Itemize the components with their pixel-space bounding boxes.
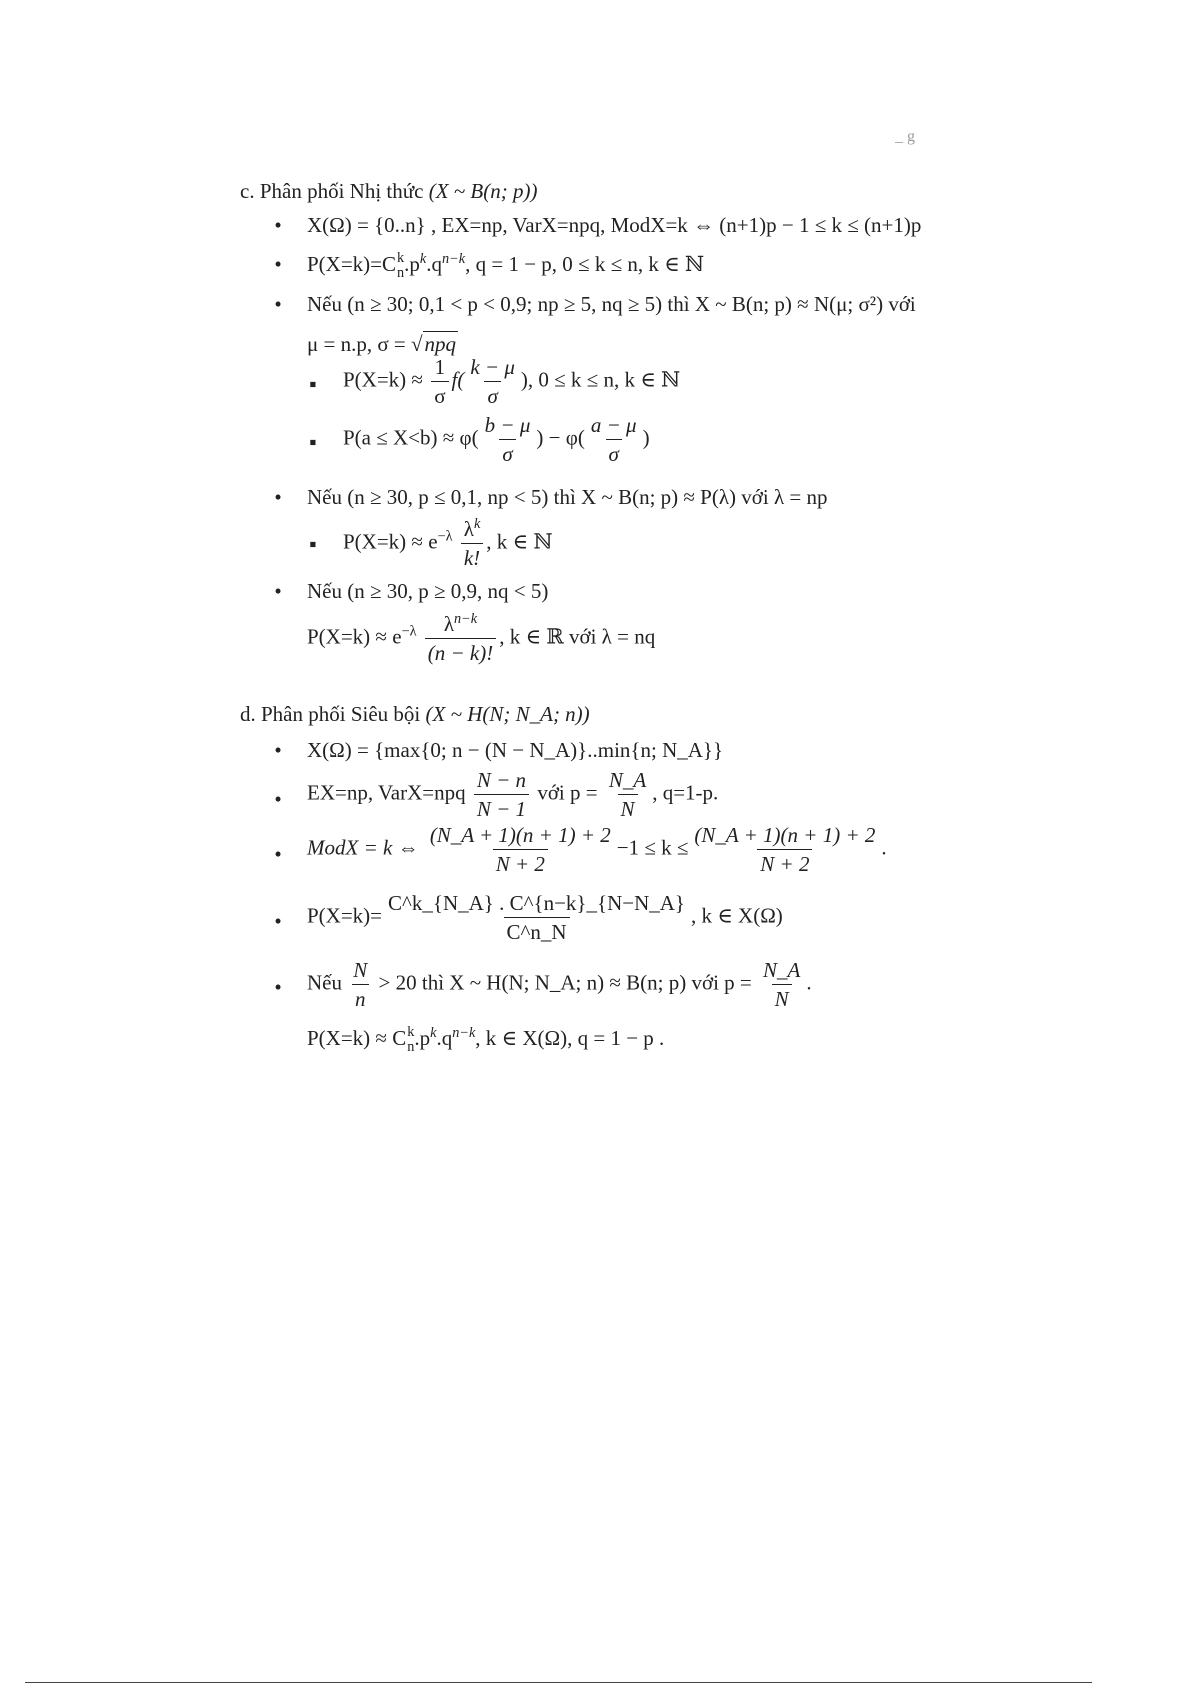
- bullet-icon: •: [274, 842, 282, 866]
- hypergeometric-support: X(Ω) = {max{0; n − (N − N_A)}..min{n; N_A}}: [307, 738, 724, 762]
- bottom-rule: [25, 1682, 1092, 1683]
- hypergeometric-pmf: P(X=k)= $\frac{C\^{}k\_\{N\_A\} . C\^{}\{n-k\}\_\{N-N\_A\}}{C\^{}n\_N}$ , k ∈ X(Ω): [307, 891, 783, 944]
- binomial-support-and-moments: X(Ω) = {0..n} , EX=np, VarX=npq, ModX=k ⇔ (n+1)p − 1 ≤ k ≤ (n+1)p: [307, 213, 922, 237]
- sub-bullet-icon: ▪: [309, 532, 317, 556]
- section-d-title: d. Phân phối Siêu bội: [240, 702, 421, 726]
- bullet-icon: •: [274, 975, 282, 999]
- page-corner-mark: _ g: [895, 128, 915, 145]
- bullet-icon: •: [274, 485, 282, 509]
- normal-approximation-condition: Nếu (n ≥ 30; 0,1 < p < 0,9; np ≥ 5, nq ≥ 5) thì X ~ B(n; p) ≈ N(μ; σ²) với: [307, 292, 916, 316]
- binomial-approximation-formula: P(X=k) ≈ C k n $.p^k.q^{n-k}$, k ∈ X(Ω), q = 1 − p .: [307, 1024, 665, 1056]
- binomial-approximation-condition: Nếu $\frac{N}{n}$ > 20 thì X ~ H(N; N_A; n) ≈ B(n; p) với p = $\frac{N\_A}{N}$ .: [307, 958, 812, 1011]
- normal-local-formula: P(X=k) ≈ $\frac{1}{\sigma}$ f( $\frac{k - \mu}{\sigma}$ ), 0 ≤ k ≤ n, k ∈ ℕ: [343, 355, 681, 408]
- poisson-formula: $P(X=k) \approx e^{-\lambda}$ $\frac{\lambda^k}{k!}$ , k ∈ ℕ: [343, 516, 553, 570]
- normal-parameters: μ = n.p, σ = √npq: [307, 332, 457, 356]
- section-c-heading: [240, 177, 537, 205]
- bullet-icon: •: [274, 909, 282, 933]
- poisson-approximation-condition: Nếu (n ≥ 30, p ≤ 0,1, np < 5) thì X ~ B(n; p) ≈ P(λ) với λ = np: [307, 485, 828, 509]
- sub-bullet-icon: ▪: [309, 430, 317, 454]
- bullet-icon: •: [274, 213, 282, 237]
- normal-interval-formula: P(a ≤ X<b) ≈ φ( $\frac{b - \mu}{\sigma}$ ) − φ( $\frac{a - \mu}{\sigma}$ ): [343, 413, 650, 466]
- bullet-icon: •: [274, 252, 282, 276]
- section-d-heading: [240, 700, 590, 728]
- binomial-pmf: P(X=k)=C k n $.p^k.q^{n-k}$, q = 1 − p, 0 ≤ k ≤ n, k ∈ ℕ: [307, 250, 705, 282]
- poisson-complement-condition: Nếu (n ≥ 30, p ≥ 0,9, nq < 5): [307, 579, 549, 603]
- poisson-complement-formula: $P(X=k) \approx e^{-\lambda}$ $\frac{\lambda^{n-k}}{(n - k)!}$ , k ∈ ℝ với λ = nq: [307, 611, 656, 665]
- section-d-notation: (X ~ H(N; N_A; n)): [425, 702, 590, 726]
- section-c-notation: (X ~ B(n; p)): [428, 179, 538, 203]
- hypergeometric-mode: ModX = k ⇔ $\frac{(N\_A + 1)(n + 1) + 2}{N + 2}$ −1 ≤ k ≤ $\frac{(N\_A + 1)(n + 1) + 2}{N + 2}$ .: [307, 823, 887, 876]
- bullet-icon: •: [274, 738, 282, 762]
- section-c-title: c. Phân phối Nhị thức: [240, 179, 424, 203]
- sub-bullet-icon: ▪: [309, 372, 317, 396]
- bullet-icon: •: [274, 787, 282, 811]
- bullet-icon: •: [274, 292, 282, 316]
- bullet-icon: •: [274, 579, 282, 603]
- hypergeometric-moments: EX=np, VarX=npq $\frac{N - n}{N - 1}$ với p = $\frac{N\_A}{N}$ , q=1-p.: [307, 768, 719, 821]
